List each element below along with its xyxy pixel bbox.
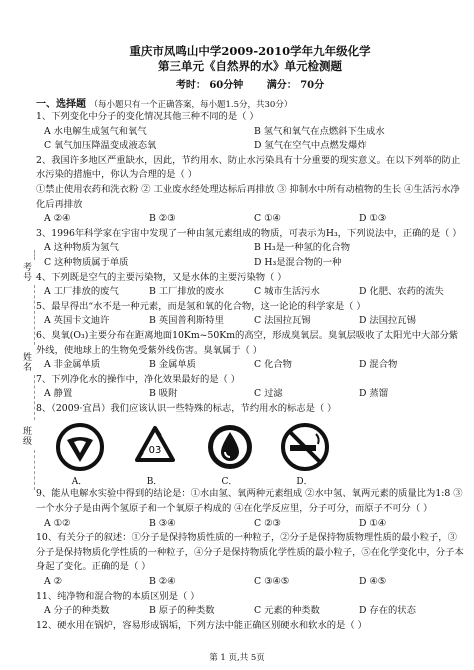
option-d: D 蒸馏 — [359, 388, 389, 400]
margin-line — [34, 375, 35, 420]
question-2: 2、我国许多地区严重缺水，因此，节约用水、防止水污染具有十分重要的现实意义。在以下列举的防止水污染的措施中，你认为合理的是（ ） — [36, 154, 461, 181]
svg-text:03: 03 — [148, 445, 161, 457]
option-b: B 英国普利斯特里 — [149, 315, 224, 327]
option-b: B 氢气和氧气在点燃斜下生成水 — [254, 125, 385, 137]
question-2-options — [36, 212, 464, 227]
option-d: D ①④ — [359, 517, 387, 529]
exam-subtitle: 第三单元《自然界的水》单元检测题 — [158, 59, 342, 73]
question-11: 11、纯净物和混合物的本质区别是（ ） — [36, 590, 200, 602]
symbol-b: 03 B． — [130, 422, 180, 487]
question-8: 8、（2009·宜昌）我们应该认识一些特殊的标志，节约用水的标志是（ ） — [36, 402, 337, 414]
option-a: A 工厂排放的废气 — [44, 286, 119, 298]
option-b: B ③④ — [149, 517, 176, 529]
option-c: C ③④⑤ — [254, 576, 290, 588]
margin-line — [34, 450, 35, 490]
question-7: 7、下列净化水的操作中，净化效果最好的是（ ） — [36, 373, 241, 385]
exam-time: 考时： 60分钟 — [175, 80, 244, 91]
question-9: 9、能从电解水实验中得到的结论是：①水由氢、氧两种元素组成 ②水中氢、氧两元素的质量比为1:8 ③一个水分子是由两个氢原子和一个氧原子构成的 ④在化学反应里，分子可分，而原子不可分（ ） — [36, 488, 463, 515]
name-label: 姓名 — [21, 352, 31, 372]
symbol-d: D． — [280, 422, 330, 487]
option-a: A ①② — [44, 517, 71, 529]
option-c: C 化合物 — [254, 359, 292, 371]
question-10: 10、有关分子的叙述：①分子是保持物质性质的一种粒子，②分子是保持物质物理性质的最小粒子，③分子是保持物质化学性质的一种粒子，④分子是保持物质化学性质的最小粒子，⑤在化学变化中，分子本身起了变化。正确的是（ ） — [36, 532, 464, 573]
exam-number-label: 考号 — [21, 262, 31, 282]
option-c: C 这种物质属于单质 — [44, 256, 129, 268]
question-6-options — [36, 358, 464, 373]
exam-content — [36, 44, 464, 633]
exam-title: 重庆市凤鸣山中学2009-2010学年九年级化学 — [129, 44, 371, 58]
option-d: D 氢气在空气中点燃发爆炸 — [254, 140, 367, 152]
option-a: A 这种物质为氢气 — [44, 242, 119, 254]
option-c: C 城市生活污水 — [254, 286, 320, 298]
option-d: D 存在的状态 — [359, 605, 416, 617]
option-c: C ②③ — [254, 517, 281, 529]
option-d: D 法国拉瓦锡 — [359, 315, 416, 327]
question-1: 1、下列变化中分子的变化情况其他三种不同的是（ ） — [36, 111, 259, 122]
option-a: A 水电解生成氢气和氧气 — [44, 125, 147, 137]
option-b: B H₃是一种氢的化合物 — [254, 242, 350, 254]
question-4-options — [36, 285, 464, 300]
section-heading: 一、选择题 （每小题只有一个正确答案，每小题1.5分，共30分） — [36, 99, 293, 110]
option-b: B 原子的种类数 — [149, 605, 215, 617]
question-5-options — [36, 314, 464, 329]
question-5: 5、最早得出“水不是一种元素，而是氢和氧的化合物，这一论论的科学家是（ ） — [36, 300, 366, 312]
question-6: 6、臭氧(O₃)主要分布在距离地面10Km~50Km的高空，形成臭氧层。臭氧层吸收了太阳光中大部分紫外线，使地球上的生物免受紫外线伤害。臭氧属于（ ） — [36, 329, 459, 356]
question-4: 4、下列既是空气的主要污染物，又是水体的主要污染物（ ） — [36, 271, 287, 283]
question-12: 12、硬水用在锅炉，容易形成锅垢，下列方法中能正确区别硬水和软水的是（ ） — [36, 619, 367, 631]
question-3: 3、1996年科学家在宇宙中发现了一种由氢元素组成的物质，可表示为H₃，下列说法中，正确的是（ ） — [36, 227, 462, 239]
class-label: 班级 — [21, 426, 31, 446]
option-d: D 化肥、农药的流失 — [359, 286, 444, 298]
option-b: B ②③ — [149, 213, 176, 225]
option-d: D ①③ — [359, 213, 387, 225]
water-saving-icon — [205, 422, 255, 472]
exam-meta — [36, 76, 464, 91]
option-b: B 吸附 — [149, 388, 178, 400]
exam-score: 满分： 70分 — [266, 80, 325, 91]
symbol-c: C． — [205, 422, 255, 487]
option-c: C 元素的种类数 — [254, 605, 320, 617]
question-1-options — [36, 139, 464, 154]
option-c: C 过滤 — [254, 388, 283, 400]
question-10-options — [36, 575, 464, 590]
option-a: A 分子的种类数 — [44, 605, 110, 617]
no-smoking-icon — [280, 422, 330, 472]
option-a: A 英国卡文迪许 — [44, 315, 110, 327]
margin-line — [34, 285, 35, 345]
recycle-icon — [130, 422, 180, 472]
symbol-a: A． — [55, 422, 105, 487]
margin-line — [34, 250, 35, 260]
option-d: D H₃是混合物的一种 — [254, 256, 342, 268]
page-footer: 第 1 页,共 5页 — [209, 653, 265, 663]
question-3-options — [36, 241, 464, 256]
option-b: B 工厂排放的废水 — [149, 286, 224, 298]
option-a: A 静置 — [44, 388, 73, 400]
option-a: A ②④ — [44, 213, 71, 225]
option-a: A 非金属单质 — [44, 359, 101, 371]
option-b: B ②④ — [149, 576, 176, 588]
green-food-icon — [55, 422, 105, 472]
question-7-options — [36, 387, 464, 402]
option-a: A ② — [44, 576, 63, 588]
option-c: C 法国拉瓦锡 — [254, 315, 311, 327]
option-d: D ④⑤ — [359, 576, 387, 588]
section-note: （每小题只有一个正确答案，每小题1.5分，共30分） — [89, 100, 293, 110]
question-11-options — [36, 604, 464, 619]
option-c: C ①④ — [254, 213, 281, 225]
option-c: C 氧气加压降温变成液态氧 — [44, 140, 157, 152]
question-2-detail: ①禁止使用农药和洗衣粉 ② 工业废水经处理达标后再排放 ③ 抑制水中所有动植物的生长 ④生活污水净化后再排放 — [36, 183, 460, 210]
question-1-options — [36, 125, 464, 140]
option-d: D 混合物 — [359, 359, 398, 371]
question-3-options — [36, 256, 464, 271]
symbol-options — [42, 422, 342, 487]
option-b: B 金属单质 — [149, 359, 196, 371]
question-9-options — [36, 517, 464, 532]
